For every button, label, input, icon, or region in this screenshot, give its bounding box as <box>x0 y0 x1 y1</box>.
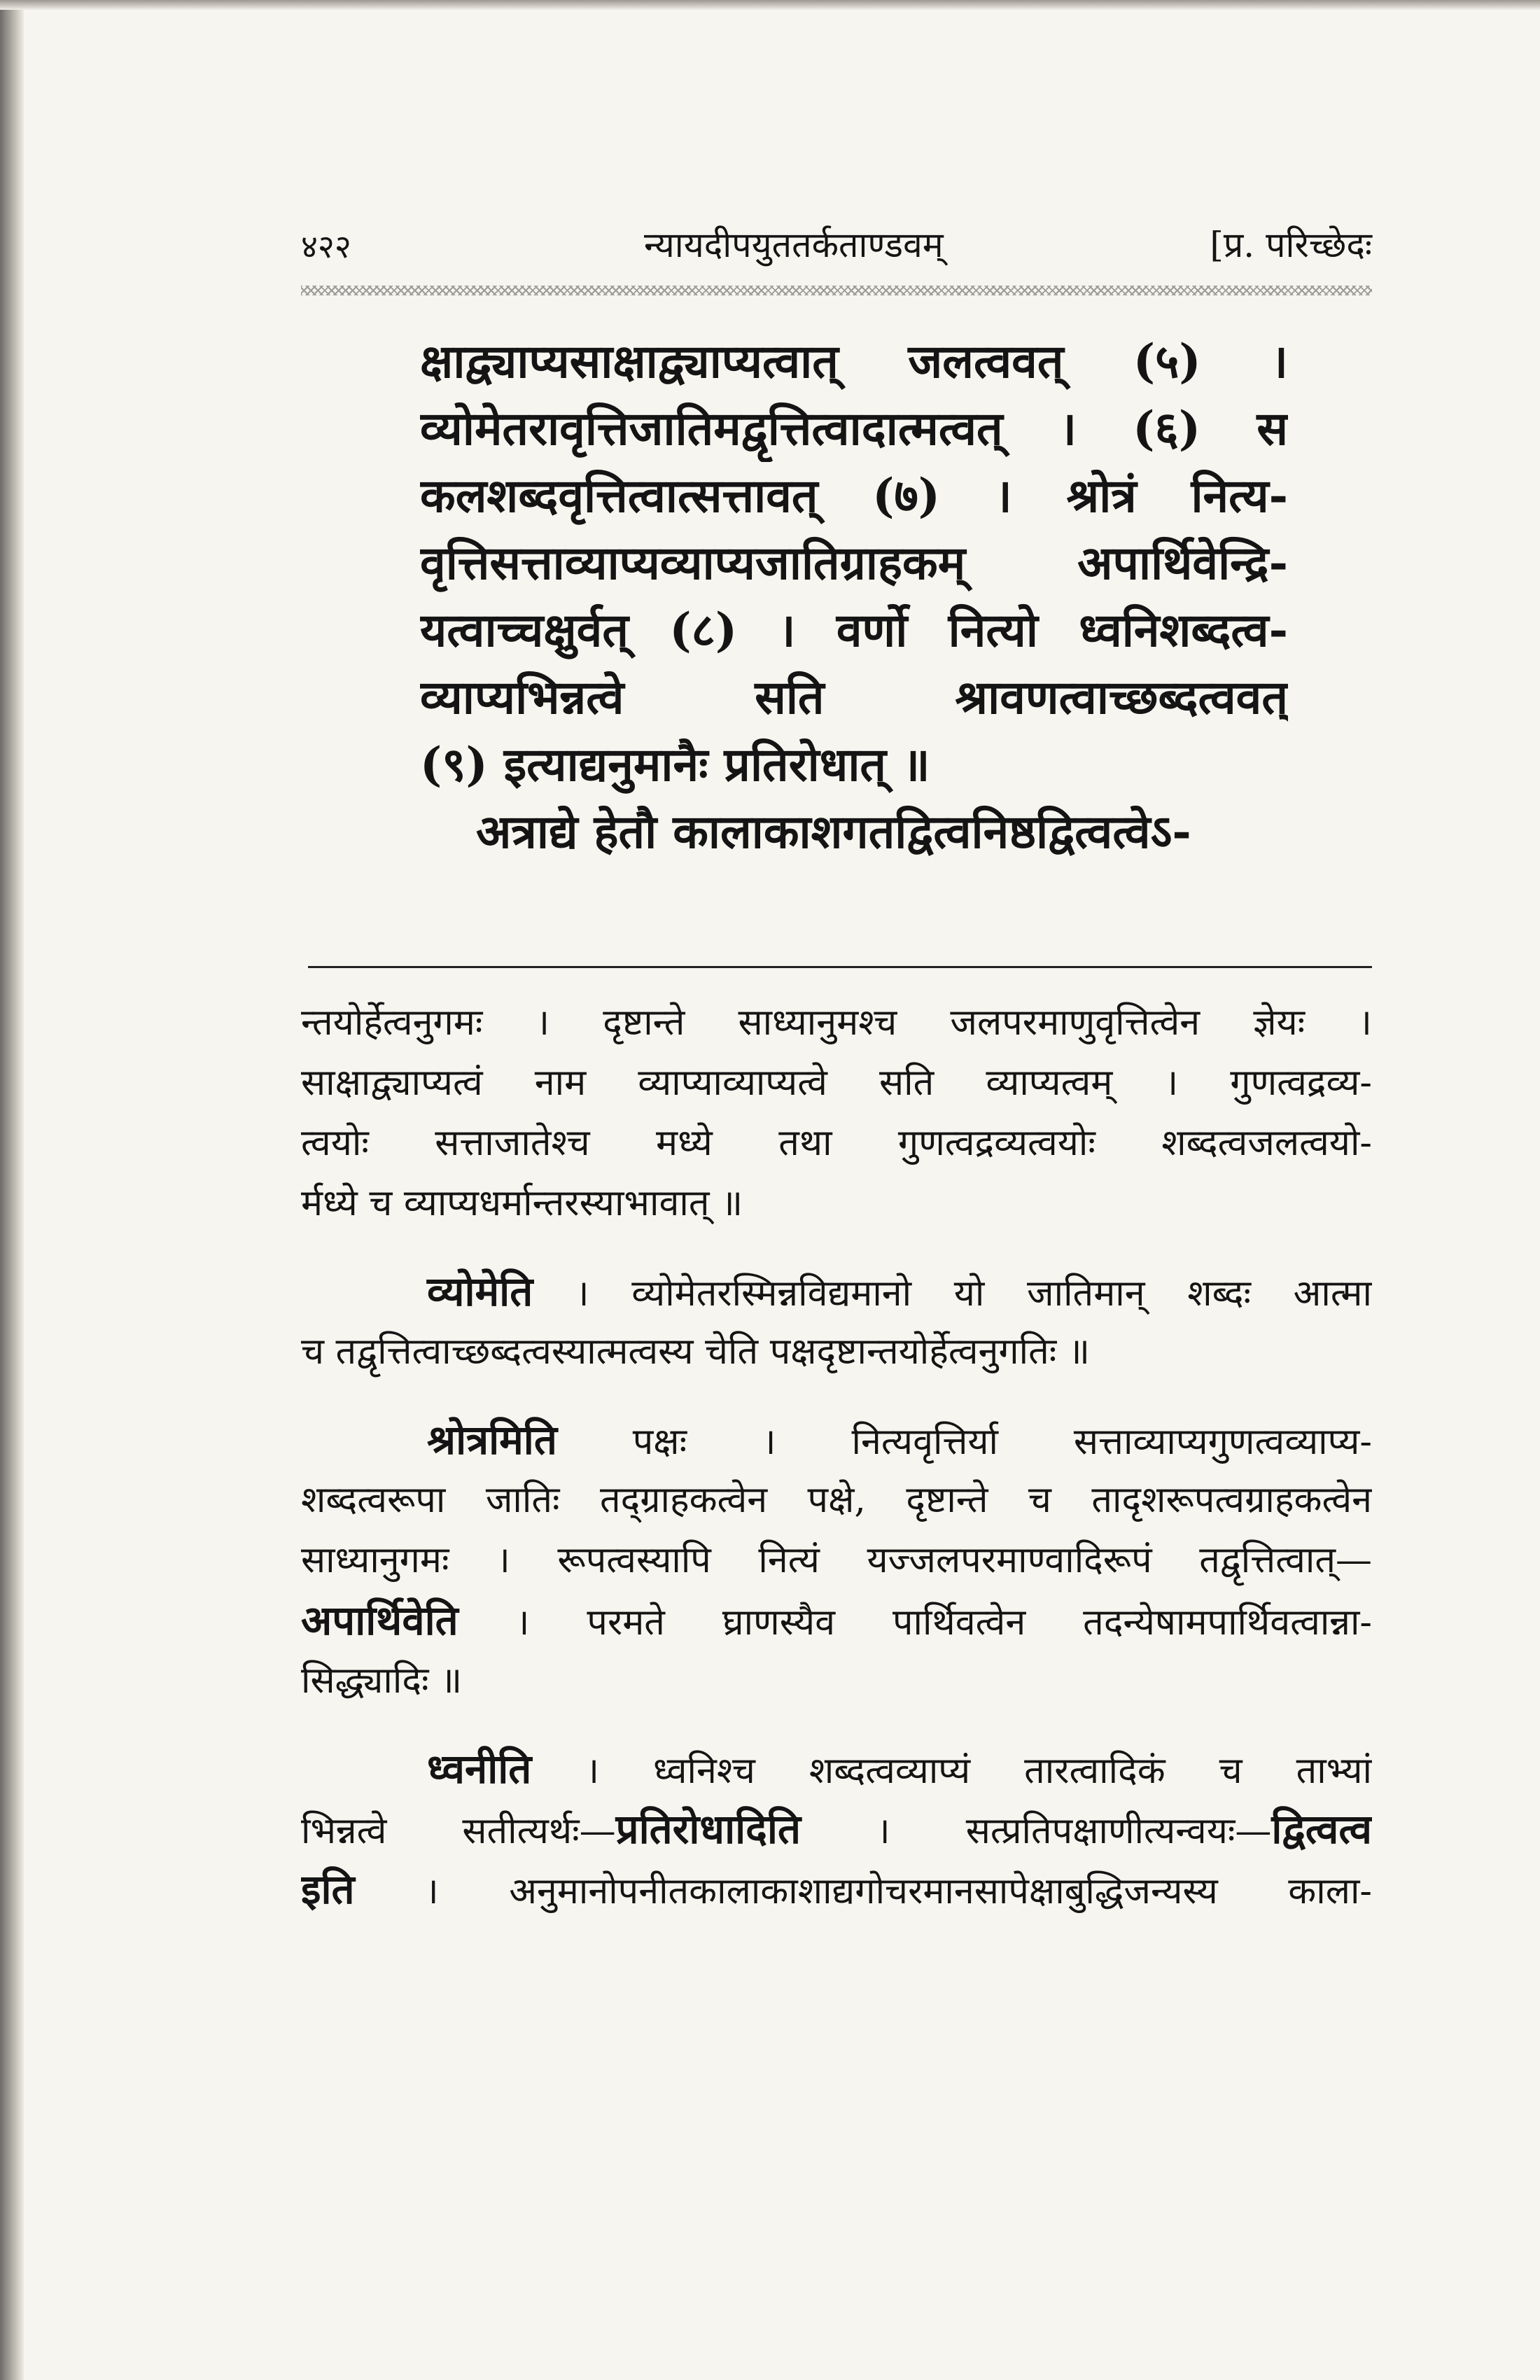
commentary-text: । परमते घ्राणस्यैव पार्थिवत्वेन तदन्येषामपार्थिवत्वान्ना- <box>515 1602 1372 1644</box>
commentary-line: त्वयोः सत्ताजातेश्च मध्ये तथा गुणत्वद्रव्यत्वयोः शब्दत्वजलत्वयो- <box>301 1122 1372 1164</box>
running-title: न्यायदीपयुततर्कताण्डवम् <box>644 225 944 265</box>
commentary-line: शब्दत्वरूपा जातिः तद्ग्राहकत्वेन पक्षे, दृष्टान्ते च तादृशरूपत्वग्राहकत्वेन <box>301 1479 1372 1521</box>
pratika-keyword: प्रतिरोधादिति <box>615 1805 802 1853</box>
commentary-text: पक्षः । नित्यवृत्तिर्या सत्ताव्याप्यगुणत्वव्याप्य- <box>632 1421 1372 1463</box>
main-line: कलशब्दवृत्तित्वात्सत्तावत् (७) । श्रोत्रं नित्य- <box>420 468 1288 523</box>
commentary-line <box>301 1859 1372 1919</box>
commentary-text: । व्योमेतरस्मिन्नविद्यमानो यो जातिमान् शब्दः आत्मा <box>575 1273 1372 1315</box>
pratika-keyword: व्योमेति <box>427 1268 533 1315</box>
pratika-keyword: इति <box>301 1865 355 1913</box>
commentary-line <box>301 1410 1372 1470</box>
commentary-line: साध्यानुगमः । रूपत्वस्यापि नित्यं यज्जलपरमाण्वादिरूपं तद्वृत्तित्वात्— <box>301 1539 1372 1581</box>
section-label: [प्र. परिच्छेदः <box>1210 225 1372 265</box>
commentary-line: न्तयोर्हेत्वनुगमः । दृष्टान्ते साध्यानुमश्च जलपरमाणुवृत्तित्वेन ज्ञेयः । <box>301 1002 1372 1044</box>
commentary-paragraph <box>301 1261 1372 1382</box>
commentary-text: । अनुमानोपनीतकालाकाशाद्यगोचरमानसापेक्षाबुद्धिजन्यस्य काला- <box>425 1870 1372 1912</box>
commentary-line <box>301 1261 1372 1322</box>
running-header <box>301 210 1372 266</box>
commentary-line <box>301 1590 1372 1651</box>
commentary-line <box>301 1799 1372 1859</box>
scan-shadow-top <box>0 0 1540 10</box>
header-rule <box>301 286 1372 295</box>
commentary-line: र्मध्ये च व्याप्यधर्मान्तरस्याभावात् ॥ <box>301 1182 743 1224</box>
main-line: व्याप्यभिन्नत्वे सति श्रावणत्वाच्छब्दत्ववत् <box>420 670 1288 724</box>
main-text-block <box>420 328 1288 865</box>
main-line: (९) इत्याद्यनुमानैः प्रतिरोधात् ॥ <box>420 737 930 792</box>
main-line: अत्राद्ये हेतौ कालाकाशगतद्वित्वनिष्ठद्वित्वत्वेऽ- <box>476 804 1191 859</box>
commentary-paragraph <box>301 993 1372 1233</box>
pratika-keyword: अपार्थिवेति <box>301 1597 458 1644</box>
commentary-paragraph <box>301 1739 1372 1919</box>
main-line: व्योमेतरावृत्तिजातिमद्वृत्तित्वादात्मत्वत् । (६) स <box>420 401 1288 456</box>
commentary-block <box>301 993 1372 1919</box>
commentary-line: साक्षाद्व्याप्यत्वं नाम व्याप्याव्याप्यत्वे सति व्याप्यत्वम् । गुणत्वद्रव्य- <box>301 1062 1372 1104</box>
main-line: क्षाद्व्याप्यसाक्षाद्व्याप्यत्वात् जलत्ववत् (५) । <box>420 334 1288 388</box>
commentary-text: भिन्नत्वे सतीत्यर्थः— <box>301 1810 616 1852</box>
pratika-keyword: द्वित्वत्व <box>1271 1805 1372 1853</box>
commentary-line: च तद्वृत्तित्वाच्छब्दत्वस्यात्मत्वस्य चेति पक्षदृष्टान्तयोर्हेत्वनुगतिः ॥ <box>301 1331 1090 1373</box>
main-line: वृत्तिसत्ताव्याप्यव्याप्यजातिग्राहकम् अपार्थिवेन्द्रि- <box>420 536 1288 590</box>
page-number: ४२२ <box>301 227 351 265</box>
footnote-divider <box>308 966 1372 968</box>
commentary-line <box>301 1739 1372 1799</box>
commentary-text: । सत्प्रतिपक्षाणीत्यन्वयः— <box>876 1810 1272 1852</box>
pratika-keyword: ध्वनीति <box>427 1745 532 1793</box>
pratika-keyword: श्रोत्रमिति <box>427 1416 557 1464</box>
scan-shadow-left <box>0 0 24 2380</box>
commentary-line: सिद्ध्यादिः ॥ <box>301 1660 463 1702</box>
commentary-text: । ध्वनिश्च शब्दत्वव्याप्यं तारत्वादिकं च ताभ्यां <box>585 1750 1372 1792</box>
main-line: यत्वाच्चक्षुर्वत् (८) । वर्णो नित्यो ध्वनिशब्दत्व- <box>420 603 1288 657</box>
commentary-paragraph <box>301 1410 1372 1711</box>
